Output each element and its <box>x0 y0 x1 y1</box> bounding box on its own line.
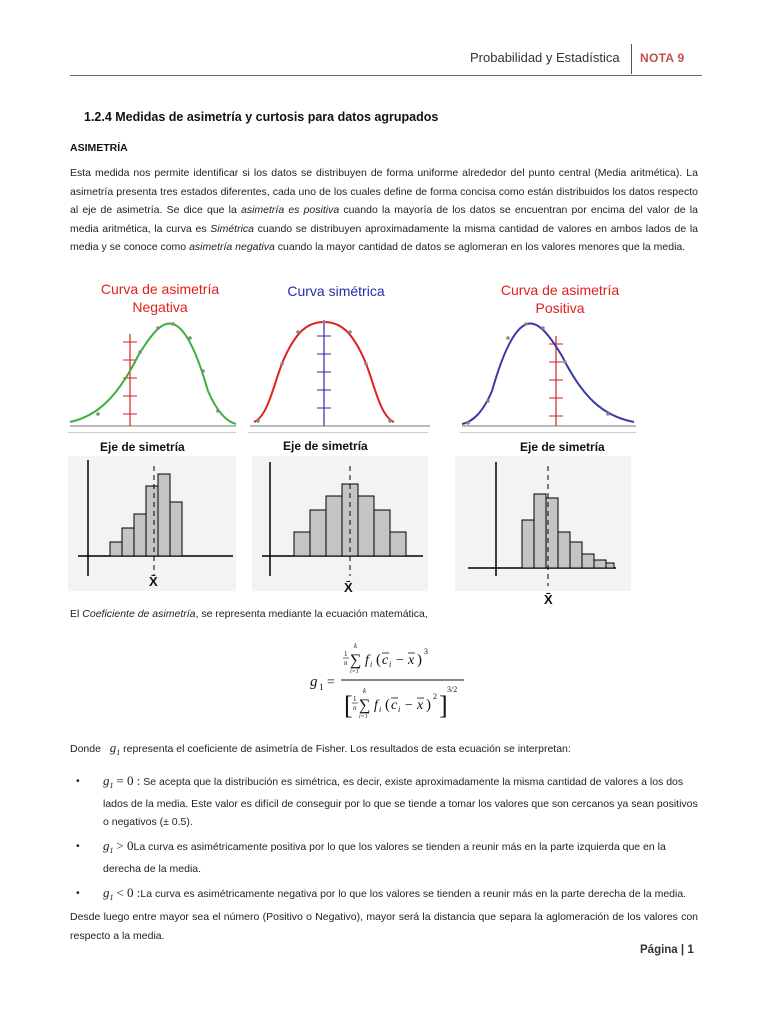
coefficient-line: El Coeficiente de asimetría, se representa mediante la ecuación matemática, <box>70 608 428 620</box>
final-paragraph: Desde luego entre mayor sea el número (Positivo o Negativo), mayor será la distancia que separa la aglomeración de los valores con respecto a la media. <box>70 911 698 942</box>
svg-text:g: g <box>310 674 318 690</box>
svg-text:n: n <box>353 704 357 712</box>
mean-label: X̄ <box>544 592 553 606</box>
svg-text:[: [ <box>344 691 353 720</box>
svg-text:k: k <box>354 642 358 650</box>
panel-symmetric <box>248 283 430 595</box>
svg-text:i=1: i=1 <box>350 669 359 675</box>
svg-text:(: ( <box>385 697 390 713</box>
header-badge: NOTA 9 <box>640 51 685 65</box>
svg-text:f: f <box>365 653 369 668</box>
svg-text:i: i <box>370 660 373 669</box>
intro-paragraph: Esta medida nos permite identificar si los datos se distribuyen de forma uniforme alrededor del punto central (Media aritmética). La asimetría presenta tres estados diferentes, cada uno de los cuales define de forma concisa como están distribuidos los datos respecto al eje de asimetría. Se dice que la asimetría es positiva cuando la mayoría de los datos se encuentran por encima del valor de la media aritmética, la curva es Simétrica cuando se distribuyen aproximadamente la misma cantidad de valores en ambos lados de la media y se conoce como asimetría negativa cuando la mayor cantidad de datos se aglomeran en los valores menores que la media. <box>70 167 698 253</box>
page-number: Página | 1 <box>640 944 694 956</box>
svg-text:n: n <box>344 659 348 667</box>
svg-text:−: − <box>405 698 413 713</box>
svg-text:]: ] <box>439 691 448 720</box>
svg-text:−: − <box>396 653 404 668</box>
svg-text:i: i <box>398 705 401 714</box>
mean-label: X̄ <box>344 580 353 595</box>
svg-text:1: 1 <box>319 682 324 692</box>
panel-negative <box>68 281 236 591</box>
svg-text:): ) <box>426 697 431 713</box>
svg-text:(: ( <box>376 652 381 668</box>
svg-text:c: c <box>391 698 398 713</box>
donde-line: Donde $g_1$ representa el coeficiente de asimetría de Fisher. Los resultados de esta ecuación se interpretan: <box>70 740 571 758</box>
panel-positive <box>455 282 636 606</box>
panel-title-line2: Positiva <box>535 300 585 316</box>
svg-text:∑: ∑ <box>359 697 371 714</box>
svg-text:c: c <box>382 653 389 668</box>
skewness-figure <box>68 276 708 606</box>
svg-text:i: i <box>389 660 392 669</box>
svg-text:k: k <box>363 687 367 695</box>
section-title: 1.2.4 Medidas de asimetría y curtosis para datos agrupados <box>84 110 439 124</box>
svg-text:1: 1 <box>353 695 357 703</box>
list-item: • $g_1 = 0$ : Se acepta que la distribución es simétrica, es decir, existe aproximadamente la misma cantidad de valores a los dos lados de la media. Este valor es difícil de conseguir por lo que se tiende a tomar los valores que son cercanos ya sean positivos o negativos (± 0.5). <box>76 773 698 829</box>
svg-text:x: x <box>408 653 415 668</box>
header-title: Probabilidad y Estadística <box>470 50 620 65</box>
interpretation-list <box>76 772 698 913</box>
panel-title-line1: Curva de asimetría <box>500 282 620 298</box>
header-separator <box>631 44 632 74</box>
svg-text:2: 2 <box>433 692 437 701</box>
skewness-equation <box>308 640 468 729</box>
axis-label: Eje de simetría <box>283 439 368 453</box>
svg-text:i: i <box>379 705 382 714</box>
header-rule <box>70 75 702 76</box>
subsection-title: ASIMETRÍA <box>70 142 128 154</box>
panel-title-line1: Curva simétrica <box>287 283 385 299</box>
svg-text:x: x <box>417 698 424 713</box>
svg-text:f: f <box>374 698 378 713</box>
svg-text:3: 3 <box>424 647 428 656</box>
panel-title-line2: Negativa <box>132 299 188 315</box>
svg-text:3/2: 3/2 <box>447 685 458 694</box>
svg-text:i=1: i=1 <box>359 714 368 720</box>
mean-label: X̄ <box>149 574 158 589</box>
svg-text:=: = <box>327 675 335 690</box>
axis-label: Eje de simetría <box>520 440 605 454</box>
svg-text:∑: ∑ <box>350 652 362 669</box>
panel-title-line1: Curva de asimetría <box>100 281 220 297</box>
svg-text:): ) <box>417 652 422 668</box>
list-item: • $g_1 < 0$ :La curva es asimétricamente negativa por lo que los valores se tienden a reunir más en la parte derecha de la media. <box>76 885 687 903</box>
axis-label: Eje de simetría <box>100 440 185 454</box>
svg-text:1: 1 <box>344 650 348 658</box>
list-item: • $g_1 > 0La$ curva es asimétricamente positiva por lo que los valores se tienden a reunir más en la parte izquierda que en la derecha de la media. <box>76 838 666 876</box>
